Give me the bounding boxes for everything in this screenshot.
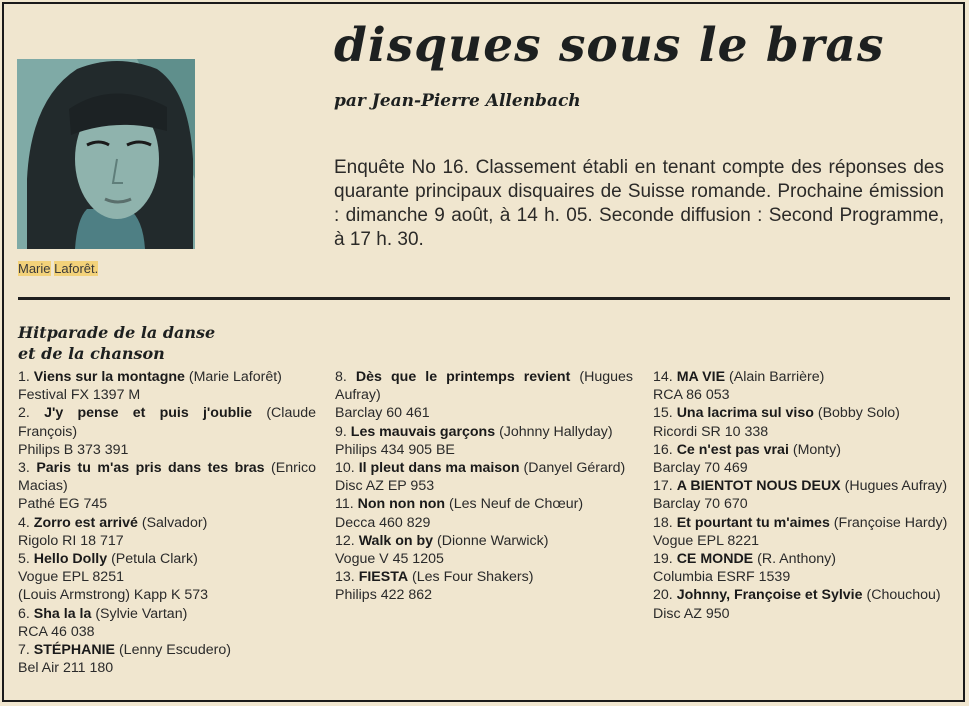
entry-label: Barclay 70 469 [653, 460, 748, 477]
chart-column-3 [653, 368, 951, 623]
chart-entry [653, 477, 951, 513]
entry-rank: 20. [653, 587, 673, 604]
entry-title: Zorro est arrivé [33, 514, 138, 531]
entry-rank: 2. [18, 405, 30, 422]
entry-title: MA VIE [676, 369, 726, 385]
entry-rank: 10. [335, 460, 355, 477]
entry-rank: 11. [335, 496, 354, 513]
entry-title: Johnny, Françoise et Sylvie [676, 587, 863, 604]
section-heading-line-1: Hitparade de la danse [18, 323, 216, 342]
chart-entry [18, 550, 316, 605]
entry-label: RCA 46 038 [18, 623, 95, 640]
caption-last-name: Laforêt. [54, 261, 99, 276]
article-intro: Enquête No 16. Classement établi en tenant compte des réponses des quarante principaux disquaires de Suisse romande. Prochaine émission : dimanche 9 août, à 14 h. 05. Seconde diffusion : Second Programme, à 17 h. 30. [334, 157, 944, 250]
portrait-image [17, 59, 195, 249]
chart-entry [18, 641, 316, 677]
entry-rank: 8. [335, 369, 347, 385]
entry-artist: (Françoise Hardy) [833, 514, 948, 531]
chart-entry [653, 550, 951, 586]
chart-entry [653, 586, 951, 622]
entry-artist: (Alain Barrière) [729, 369, 825, 385]
entry-artist: (Bobby Solo) [817, 405, 900, 422]
entry-rank: 6. [18, 605, 30, 622]
entry-rank: 16. [653, 441, 673, 458]
entry-artist: (Monty) [792, 441, 841, 458]
entry-label: Vogue V 45 1205 [335, 551, 444, 568]
entry-artist: (Les Neuf de Chœur) [449, 496, 584, 513]
chart-entry [335, 495, 633, 531]
entry-title: J'y pense et puis j'oublie [44, 405, 253, 422]
entry-title: Les mauvais garçons [350, 423, 496, 440]
entry-label: Vogue EPL 8221 [653, 532, 759, 549]
entry-title: Paris tu m'as pris dans tes bras [36, 460, 265, 477]
entry-rank: 9. [335, 423, 347, 440]
entry-artist: (Sylvie Vartan) [95, 605, 188, 622]
section-heading-line-2: et de la chanson [18, 344, 165, 363]
entry-title: Hello Dolly [33, 551, 108, 568]
entry-label: Festival FX 1397 M [18, 387, 141, 404]
entry-artist: (Claude François) [18, 405, 317, 440]
entry-artist: (Petula Clark) [111, 551, 198, 568]
entry-rank: 7. [18, 642, 30, 659]
entry-label: Barclay 70 670 [653, 496, 748, 513]
chart-entry [18, 368, 316, 404]
entry-label: Vogue EPL 8251 [18, 569, 124, 586]
entry-title: Ce n'est pas vrai [676, 441, 789, 458]
entry-artist: (Danyel Gérard) [523, 460, 626, 477]
chart-entry [653, 404, 951, 440]
entry-label: Ricordi SR 10 338 [653, 423, 769, 440]
chart-entry [18, 459, 316, 514]
entry-artist: (Les Four Shakers) [412, 569, 534, 586]
entry-title: Walk on by [358, 532, 434, 549]
chart-entry [335, 568, 633, 604]
article-byline: par Jean-Pierre Allenbach [334, 91, 581, 111]
entry-rank: 19. [653, 551, 673, 568]
photo-caption [18, 261, 98, 276]
entry-artist: (Hugues Aufray) [844, 478, 948, 495]
chart-entry [18, 605, 316, 641]
entry-rank: 12. [335, 532, 355, 549]
entry-rank: 13. [335, 569, 355, 586]
entry-artist: (Johnny Hallyday) [499, 423, 613, 440]
entry-rank: 18. [653, 514, 673, 531]
entry-label: Columbia ESRF 1539 [653, 569, 791, 586]
portrait-photo [17, 59, 195, 249]
entry-extra: (Louis Armstrong) Kapp K 573 [18, 587, 209, 604]
entry-rank: 14. [653, 369, 673, 385]
entry-label: Barclay 60 461 [335, 405, 430, 422]
entry-title: Non non non [357, 496, 446, 513]
entry-artist: (Enrico Macias) [18, 460, 316, 495]
entry-artist: (Lenny Escudero) [118, 642, 231, 659]
entry-label: Decca 460 829 [335, 514, 431, 531]
entry-label: Philips 434 905 BE [335, 441, 455, 458]
chart-entry [335, 532, 633, 568]
chart-entry [653, 514, 951, 550]
chart-entry [335, 423, 633, 459]
entry-artist: (Salvador) [141, 514, 208, 531]
entry-label: Pathé EG 745 [18, 496, 108, 513]
entry-label: Disc AZ EP 953 [335, 478, 435, 495]
chart-entry [18, 514, 316, 550]
chart-column-2 [335, 368, 633, 605]
entry-rank: 5. [18, 551, 30, 568]
entry-label: Bel Air 211 180 [18, 660, 114, 677]
entry-artist: (Marie Laforêt) [188, 369, 282, 385]
entry-label: Rigolo RI 18 717 [18, 532, 124, 549]
chart-entry [335, 368, 633, 423]
entry-artist: (Chouchou) [866, 587, 941, 604]
entry-artist: (R. Anthony) [757, 551, 836, 568]
magazine-page [2, 2, 965, 702]
article-title: disques sous le bras [334, 18, 885, 73]
chart-entry [653, 441, 951, 477]
entry-rank: 15. [653, 405, 673, 422]
entry-rank: 17. [653, 478, 673, 495]
entry-title: Dès que le printemps revient [355, 369, 571, 385]
entry-title: Et pourtant tu m'aimes [676, 514, 830, 531]
chart-entry [335, 459, 633, 495]
entry-title: A BIENTOT NOUS DEUX [676, 478, 841, 495]
entry-title: STÉPHANIE [33, 642, 115, 659]
entry-rank: 1. [18, 369, 30, 385]
caption-first-name: Marie [18, 261, 51, 276]
entry-label: Disc AZ 950 [653, 605, 730, 622]
chart-entry [18, 404, 316, 459]
entry-title: Il pleut dans ma maison [358, 460, 520, 477]
entry-rank: 3. [18, 460, 30, 477]
entry-title: Viens sur la montagne [33, 369, 185, 385]
section-divider [18, 297, 950, 300]
entry-label: Philips 422 862 [335, 587, 433, 604]
chart-column-1 [18, 368, 316, 677]
section-heading [18, 322, 318, 364]
entry-rank: 4. [18, 514, 30, 531]
entry-label: RCA 86 053 [653, 387, 730, 404]
entry-artist: (Dionne Warwick) [437, 532, 549, 549]
entry-title: Una lacrima sul viso [676, 405, 814, 422]
chart-entry [653, 368, 951, 404]
entry-title: Sha la la [33, 605, 92, 622]
entry-title: FIESTA [358, 569, 409, 586]
entry-artist: (Hugues Aufray) [335, 369, 633, 404]
entry-label: Philips B 373 391 [18, 441, 129, 458]
entry-title: CE MONDE [676, 551, 754, 568]
